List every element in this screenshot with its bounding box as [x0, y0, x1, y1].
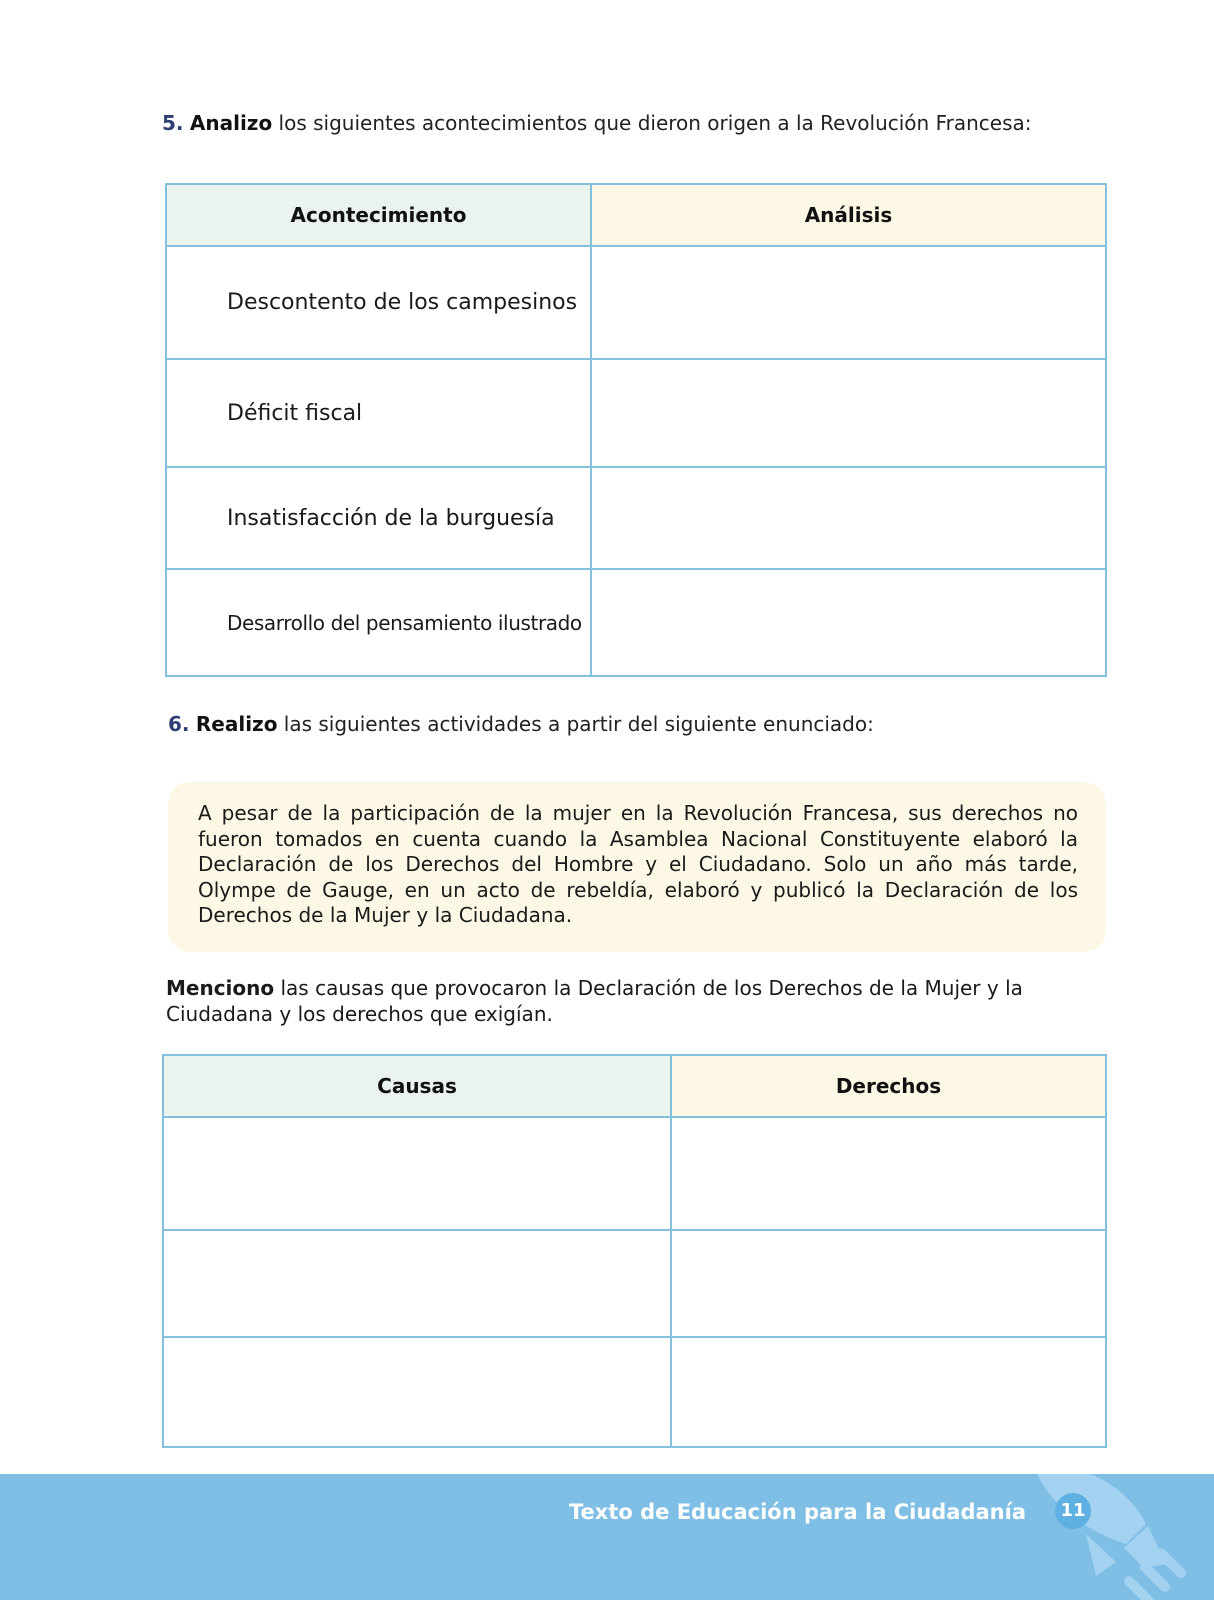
right-cell[interactable]: [671, 1117, 1106, 1230]
event-cell: Déficit fiscal: [166, 359, 591, 467]
question-verb: Realizo: [195, 712, 278, 736]
question-text: los siguientes acontecimientos que dieron origen a la Revolución Francesa:: [272, 111, 1032, 135]
analysis-cell[interactable]: [591, 569, 1106, 676]
event-cell: Insatisfacción de la burguesía: [166, 467, 591, 569]
instruction-rest: las causas que provocaron la Declaración de los Derechos de la Mujer y la Ciudadana y los derechos que exigían.: [166, 976, 1023, 1026]
question-number: 6.: [168, 712, 190, 736]
right-cell[interactable]: [671, 1230, 1106, 1337]
instruction-text: [166, 975, 1106, 1027]
cause-cell[interactable]: [163, 1117, 671, 1230]
statement-text: A pesar de la participación de la mujer en la Revolución Francesa, sus derechos no fueron tomados en cuenta cuando la Asamblea Nacional Constituyente elaboró la Declaración de los Derechos del Hombre y el Ciudadano. Solo un año más tarde, Olympe de Gauge, en un acto de rebeldía, elaboró y publicó la Declaración de los Derechos de la Mujer y la Ciudadana.: [198, 801, 1078, 928]
analysis-cell[interactable]: [591, 246, 1106, 359]
events-table: [165, 183, 1107, 677]
page-number: 11: [1055, 1493, 1091, 1529]
event-cell: Desarrollo del pensamiento ilustrado: [166, 569, 591, 676]
cause-cell[interactable]: [163, 1230, 671, 1337]
question-text: las siguientes actividades a partir del siguiente enunciado:: [277, 712, 874, 736]
question-6-title: [168, 712, 874, 736]
header-acontecimiento: Acontecimiento: [166, 184, 591, 246]
footer-book-title: Texto de Educación para la Ciudadanía: [569, 1500, 1026, 1524]
header-derechos: Derechos: [671, 1055, 1106, 1117]
cause-cell[interactable]: [163, 1337, 671, 1447]
right-cell[interactable]: [671, 1337, 1106, 1447]
question-5-title: [162, 111, 1031, 135]
analysis-cell[interactable]: [591, 359, 1106, 467]
page-footer: [0, 1474, 1214, 1600]
rocket-icon: [1016, 1474, 1206, 1600]
header-analisis: Análisis: [591, 184, 1106, 246]
question-number: 5.: [162, 111, 184, 135]
instruction-verb: Menciono: [166, 976, 275, 1000]
event-cell: Descontento de los campesinos: [166, 246, 591, 359]
header-causas: Causas: [163, 1055, 671, 1117]
analysis-cell[interactable]: [591, 467, 1106, 569]
causes-rights-table: [162, 1054, 1107, 1448]
question-verb: Analizo: [189, 111, 273, 135]
